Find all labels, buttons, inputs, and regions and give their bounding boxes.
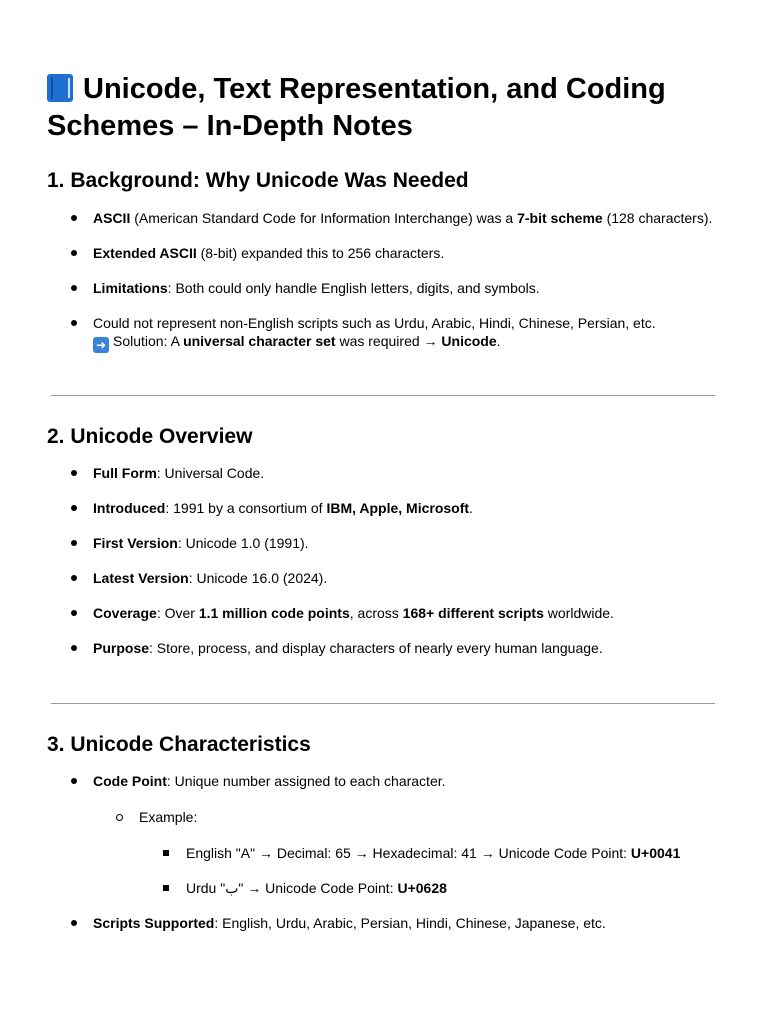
list-item: Purpose: Store, process, and display characters of nearly every human language.: [47, 639, 737, 657]
list-item: Coverage: Over 1.1 million code points, across 168+ different scripts worldwide.: [47, 604, 737, 622]
list-item: Full Form: Universal Code.: [47, 464, 737, 482]
blue-book-icon: [47, 74, 73, 102]
page-title: Unicode, Text Representation, and Coding Schemes – In-Depth Notes: [47, 73, 666, 142]
section-2-list: [47, 464, 737, 657]
list-item: ASCII (American Standard Code for Information Interchange) was a 7-bit scheme (128 characters).: [47, 209, 737, 227]
list-item: Extended ASCII (8-bit) expanded this to 256 characters.: [47, 244, 737, 262]
list-item: Could not represent non-English scripts such as Urdu, Arabic, Hindi, Chinese, Persian, etc. ➜ Solution: A universal character set was required → Unicode.: [47, 314, 737, 353]
list-item: Limitations: Both could only handle English letters, digits, and symbols.: [47, 279, 737, 297]
section-heading-characteristics: 3. Unicode Characteristics: [47, 733, 311, 756]
list-item: Code Point: Unique number assigned to each character.: [47, 772, 737, 790]
section-heading-background: 1. Background: Why Unicode Was Needed: [47, 169, 469, 192]
section-divider: [51, 703, 715, 704]
list-item: English "A" → Decimal: 65 → Hexadecimal: 41 → Unicode Code Point: U+0041: [47, 844, 737, 862]
list-item: Latest Version: Unicode 16.0 (2024).: [47, 569, 737, 587]
section-3-list: [47, 772, 737, 932]
right-arrow-icon: ➜: [93, 337, 109, 353]
section-1-list: [47, 209, 737, 353]
section-heading-overview: 2. Unicode Overview: [47, 425, 253, 448]
list-item: Introduced: 1991 by a consortium of IBM, Apple, Microsoft.: [47, 499, 737, 517]
list-item: Scripts Supported: English, Urdu, Arabic, Persian, Hindi, Chinese, Japanese, etc.: [47, 914, 737, 932]
list-item: Urdu "ب" → Unicode Code Point: U+0628: [47, 879, 737, 897]
list-item: Example:: [47, 808, 737, 826]
section-divider: [51, 395, 715, 396]
list-item: First Version: Unicode 1.0 (1991).: [47, 534, 737, 552]
